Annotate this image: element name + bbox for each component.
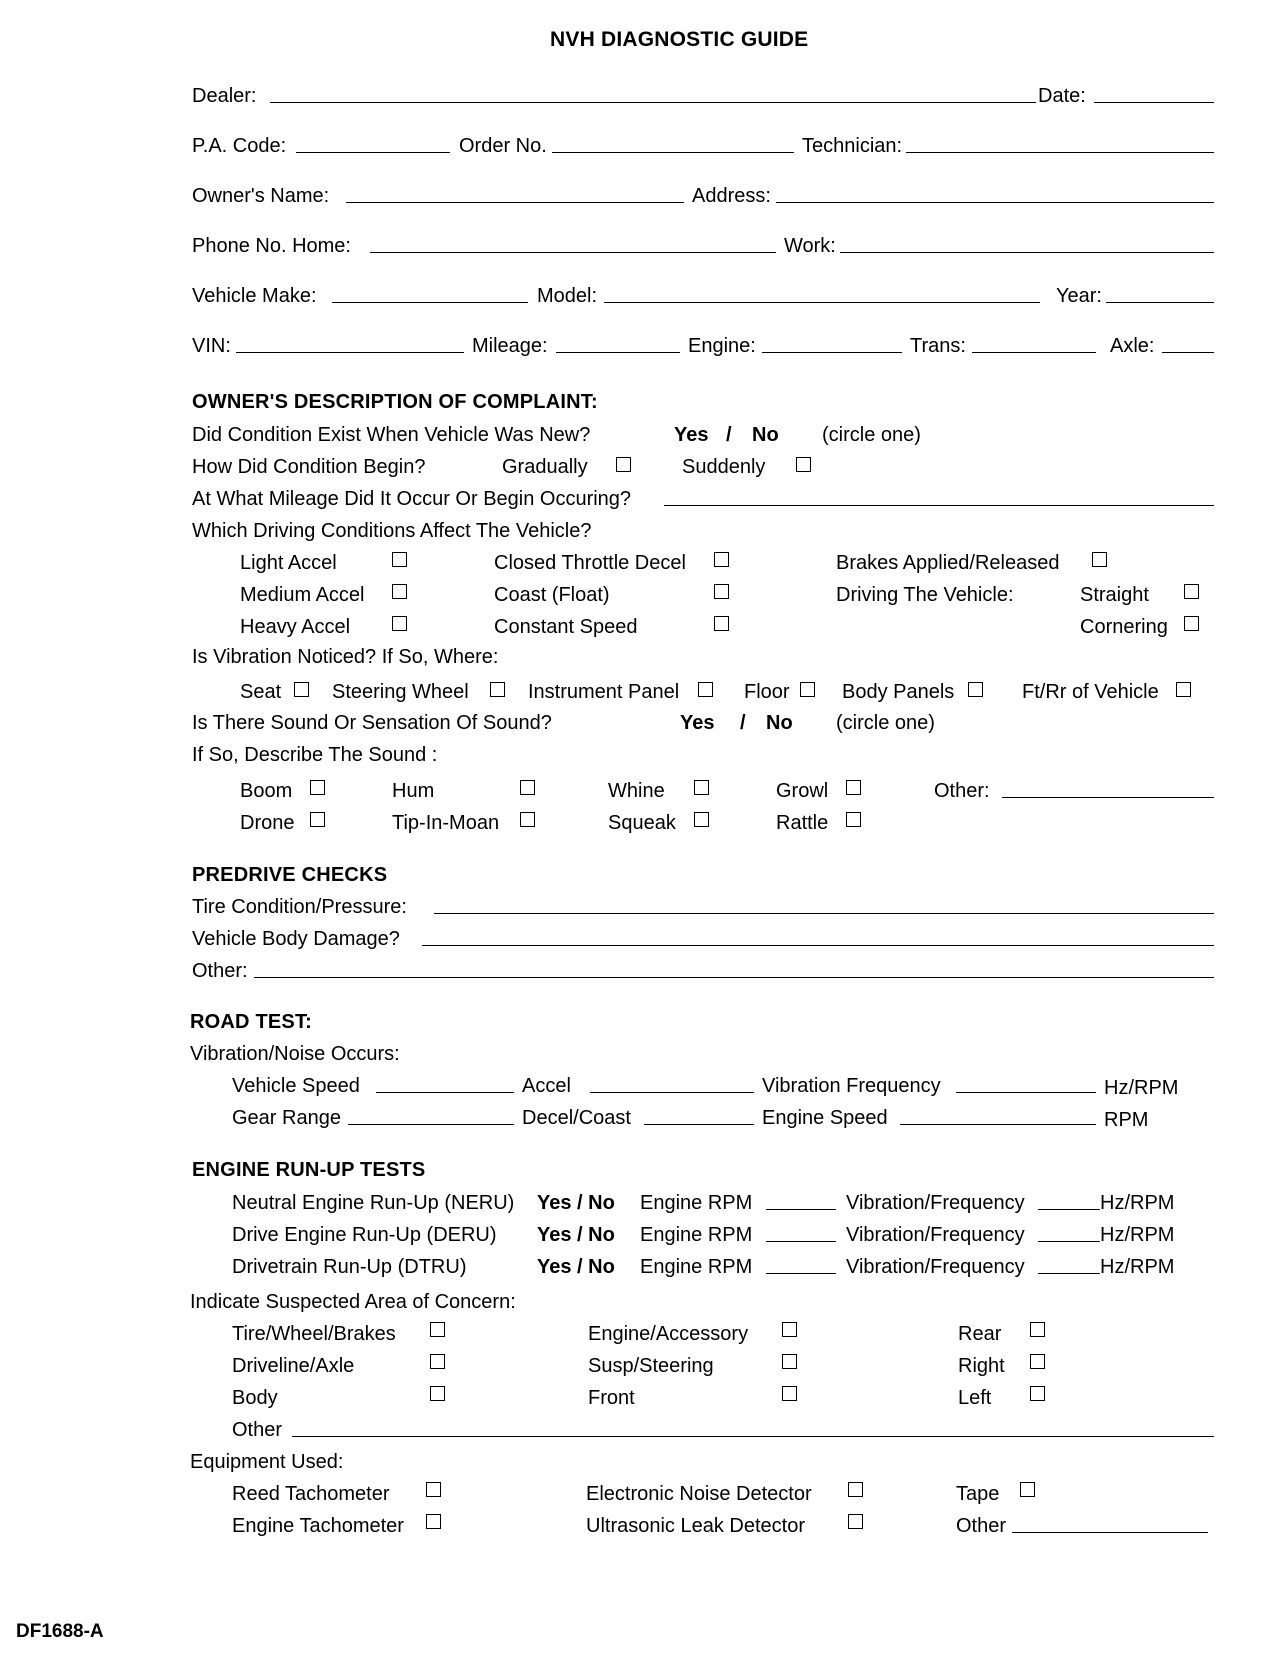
cornering-checkbox[interactable]: [1184, 616, 1199, 631]
heavy-accel-label: Heavy Accel: [240, 616, 351, 638]
body-label: Body: [232, 1387, 278, 1409]
tape-checkbox[interactable]: [1020, 1482, 1035, 1497]
drone-checkbox[interactable]: [310, 812, 325, 827]
neru-engine-rpm-label: Engine RPM: [640, 1192, 753, 1214]
rear-label: Rear: [958, 1323, 1002, 1345]
page-title: NVH DIAGNOSTIC GUIDE: [550, 28, 809, 51]
right-label: Right: [958, 1355, 1005, 1377]
technician-label: Technician:: [802, 135, 903, 157]
body-panels-checkbox[interactable]: [968, 682, 983, 697]
q-vibration-label: Is Vibration Noticed? If So, Where:: [192, 646, 499, 668]
address-label: Address:: [692, 185, 771, 207]
engine-runup-heading: ENGINE RUN-UP TESTS: [192, 1159, 426, 1181]
driving-vehicle-label: Driving The Vehicle:: [836, 584, 1014, 606]
driveline-axle-checkbox[interactable]: [430, 1354, 445, 1369]
squeak-label: Squeak: [608, 812, 676, 834]
form-code: DF1688-A: [16, 1621, 104, 1642]
driveline-axle-label: Driveline/Axle: [232, 1355, 355, 1377]
new-slash: /: [726, 424, 732, 446]
drone-label: Drone: [240, 812, 295, 834]
order-no-label: Order No.: [459, 135, 547, 157]
equipment-other-label: Other: [956, 1515, 1007, 1537]
hum-checkbox[interactable]: [520, 780, 535, 795]
sound-no-option[interactable]: No: [766, 712, 793, 734]
accel-label: Accel: [522, 1075, 571, 1097]
road-test-heading: ROAD TEST:: [190, 1011, 312, 1033]
concern-heading: Indicate Suspected Area of Concern:: [190, 1291, 516, 1313]
front-checkbox[interactable]: [782, 1386, 797, 1401]
vehicle-make-field[interactable]: [332, 302, 528, 303]
q-begin-label: How Did Condition Begin?: [192, 456, 426, 478]
sound-circle-one: (circle one): [836, 712, 935, 734]
coast-label: Coast (Float): [494, 584, 610, 606]
right-checkbox[interactable]: [1030, 1354, 1045, 1369]
road-hz-rpm-unit: Hz/RPM: [1104, 1077, 1179, 1099]
body-checkbox[interactable]: [430, 1386, 445, 1401]
ultrasonic-label: Ultrasonic Leak Detector: [586, 1515, 805, 1537]
year-field[interactable]: [1106, 302, 1214, 303]
ultrasonic-checkbox[interactable]: [848, 1514, 863, 1529]
complaint-heading: OWNER'S DESCRIPTION OF COMPLAINT:: [192, 391, 598, 413]
model-label: Model:: [537, 285, 598, 307]
medium-accel-checkbox[interactable]: [392, 584, 407, 599]
growl-checkbox[interactable]: [846, 780, 861, 795]
concern-other-label: Other: [232, 1419, 283, 1441]
neru-label: Neutral Engine Run-Up (NERU): [232, 1192, 515, 1214]
ft-rr-label: Ft/Rr of Vehicle: [1022, 681, 1159, 703]
light-accel-checkbox[interactable]: [392, 552, 407, 567]
instrument-panel-checkbox[interactable]: [698, 682, 713, 697]
axle-label: Axle:: [1110, 335, 1155, 357]
address-field[interactable]: [776, 202, 1214, 203]
straight-label: Straight: [1080, 584, 1149, 606]
dealer-label: Dealer:: [192, 85, 257, 107]
deru-label: Drive Engine Run-Up (DERU): [232, 1224, 497, 1246]
engine-label: Engine:: [688, 335, 756, 357]
dtru-vib-freq-field[interactable]: [1038, 1273, 1100, 1274]
trans-field[interactable]: [972, 352, 1096, 353]
gradually-checkbox[interactable]: [616, 457, 631, 472]
suddenly-label: Suddenly: [682, 456, 766, 478]
tape-label: Tape: [956, 1483, 1000, 1505]
date-label: Date:: [1038, 85, 1086, 107]
neru-yes-no[interactable]: Yes / No: [537, 1192, 615, 1214]
straight-checkbox[interactable]: [1184, 584, 1199, 599]
neru-vib-freq-field[interactable]: [1038, 1209, 1100, 1210]
constant-speed-checkbox[interactable]: [714, 616, 729, 631]
deru-engine-rpm-field[interactable]: [766, 1241, 836, 1242]
tip-in-moan-checkbox[interactable]: [520, 812, 535, 827]
left-label: Left: [958, 1387, 992, 1409]
dtru-vib-freq-label: Vibration/Frequency: [846, 1256, 1025, 1278]
engine-tach-label: Engine Tachometer: [232, 1515, 404, 1537]
gradually-label: Gradually: [502, 456, 588, 478]
tire-condition-field[interactable]: [434, 913, 1214, 914]
engine-accessory-label: Engine/Accessory: [588, 1323, 749, 1345]
growl-label: Growl: [776, 780, 829, 802]
deru-vib-freq-label: Vibration/Frequency: [846, 1224, 1025, 1246]
vehicle-make-label: Vehicle Make:: [192, 285, 317, 307]
tire-wheel-brakes-checkbox[interactable]: [430, 1322, 445, 1337]
light-accel-label: Light Accel: [240, 552, 337, 574]
front-label: Front: [588, 1387, 635, 1409]
vehicle-speed-label: Vehicle Speed: [232, 1075, 360, 1097]
q-mileage-label: At What Mileage Did It Occur Or Begin Occuring?: [192, 488, 632, 510]
work-label: Work:: [784, 235, 836, 257]
electronic-noise-label: Electronic Noise Detector: [586, 1483, 812, 1505]
rear-checkbox[interactable]: [1030, 1322, 1045, 1337]
whine-label: Whine: [608, 780, 665, 802]
reed-tach-checkbox[interactable]: [426, 1482, 441, 1497]
cornering-label: Cornering: [1080, 616, 1168, 638]
sound-yes-option[interactable]: Yes: [680, 712, 715, 734]
new-no-option[interactable]: No: [752, 424, 779, 446]
brakes-checkbox[interactable]: [1092, 552, 1107, 567]
q-describe-label: If So, Describe The Sound :: [192, 744, 438, 766]
sound-other-field[interactable]: [1002, 797, 1214, 798]
owners-name-label: Owner's Name:: [192, 185, 330, 207]
boom-checkbox[interactable]: [310, 780, 325, 795]
boom-label: Boom: [240, 780, 293, 802]
dtru-yes-no[interactable]: Yes / No: [537, 1256, 615, 1278]
q-new-label: Did Condition Exist When Vehicle Was New?: [192, 424, 591, 446]
decel-coast-field[interactable]: [644, 1124, 754, 1125]
accel-field[interactable]: [590, 1092, 754, 1093]
steering-wheel-checkbox[interactable]: [490, 682, 505, 697]
deru-yes-no[interactable]: Yes / No: [537, 1224, 615, 1246]
concern-other-field[interactable]: [292, 1436, 1214, 1437]
floor-checkbox[interactable]: [800, 682, 815, 697]
engine-tach-checkbox[interactable]: [426, 1514, 441, 1529]
deru-engine-rpm-label: Engine RPM: [640, 1224, 753, 1246]
dtru-engine-rpm-label: Engine RPM: [640, 1256, 753, 1278]
body-damage-field[interactable]: [422, 945, 1214, 946]
left-checkbox[interactable]: [1030, 1386, 1045, 1401]
sound-slash: /: [740, 712, 746, 734]
engine-speed-label: Engine Speed: [762, 1107, 888, 1129]
vin-label: VIN:: [192, 335, 231, 357]
vibration-occurs-label: Vibration/Noise Occurs:: [190, 1043, 400, 1065]
body-damage-label: Vehicle Body Damage?: [192, 928, 400, 950]
floor-label: Floor: [744, 681, 790, 703]
q-driving-label: Which Driving Conditions Affect The Vehicle?: [192, 520, 592, 542]
engine-field[interactable]: [762, 352, 902, 353]
seat-label: Seat: [240, 681, 282, 703]
predrive-heading: PREDRIVE CHECKS: [192, 864, 388, 886]
q-sound-label: Is There Sound Or Sensation Of Sound?: [192, 712, 552, 734]
body-panels-label: Body Panels: [842, 681, 955, 703]
vin-field[interactable]: [236, 352, 464, 353]
constant-speed-label: Constant Speed: [494, 616, 638, 638]
engine-accessory-checkbox[interactable]: [782, 1322, 797, 1337]
date-field[interactable]: [1094, 102, 1214, 103]
electronic-noise-checkbox[interactable]: [848, 1482, 863, 1497]
pa-code-label: P.A. Code:: [192, 135, 287, 157]
predrive-other-label: Other:: [192, 960, 248, 982]
tire-condition-label: Tire Condition/Pressure:: [192, 896, 407, 918]
work-field[interactable]: [840, 252, 1214, 253]
dtru-engine-rpm-field[interactable]: [766, 1273, 836, 1274]
seat-checkbox[interactable]: [294, 682, 309, 697]
mileage-field[interactable]: [556, 352, 680, 353]
closed-throttle-checkbox[interactable]: [714, 552, 729, 567]
model-field[interactable]: [604, 302, 1040, 303]
steering-wheel-label: Steering Wheel: [332, 681, 469, 703]
new-yes-option[interactable]: Yes: [674, 424, 709, 446]
neru-hz-rpm-unit: Hz/RPM: [1100, 1192, 1175, 1214]
vibration-frequency-label: Vibration Frequency: [762, 1075, 941, 1097]
equipment-other-field[interactable]: [1012, 1532, 1208, 1533]
susp-steering-label: Susp/Steering: [588, 1355, 714, 1377]
engine-speed-field[interactable]: [900, 1124, 1096, 1125]
dtru-label: Drivetrain Run-Up (DTRU): [232, 1256, 467, 1278]
dealer-field[interactable]: [270, 102, 1036, 103]
reed-tach-label: Reed Tachometer: [232, 1483, 390, 1505]
phone-home-label: Phone No. Home:: [192, 235, 351, 257]
closed-throttle-label: Closed Throttle Decel: [494, 552, 686, 574]
order-no-field[interactable]: [552, 152, 794, 153]
gear-range-label: Gear Range: [232, 1107, 341, 1129]
equipment-heading: Equipment Used:: [190, 1451, 344, 1473]
whine-checkbox[interactable]: [694, 780, 709, 795]
squeak-checkbox[interactable]: [694, 812, 709, 827]
road-rpm-unit: RPM: [1104, 1109, 1149, 1131]
tire-wheel-brakes-label: Tire/Wheel/Brakes: [232, 1323, 396, 1345]
instrument-panel-label: Instrument Panel: [528, 681, 680, 703]
neru-vib-freq-label: Vibration/Frequency: [846, 1192, 1025, 1214]
technician-field[interactable]: [906, 152, 1214, 153]
brakes-label: Brakes Applied/Released: [836, 552, 1060, 574]
susp-steering-checkbox[interactable]: [782, 1354, 797, 1369]
year-label: Year:: [1056, 285, 1102, 307]
owners-name-field[interactable]: [346, 202, 684, 203]
deru-hz-rpm-unit: Hz/RPM: [1100, 1224, 1175, 1246]
new-circle-one: (circle one): [822, 424, 921, 446]
vehicle-speed-field[interactable]: [376, 1092, 514, 1093]
medium-accel-label: Medium Accel: [240, 584, 365, 606]
suddenly-checkbox[interactable]: [796, 457, 811, 472]
rattle-checkbox[interactable]: [846, 812, 861, 827]
hum-label: Hum: [392, 780, 435, 802]
axle-field[interactable]: [1162, 352, 1214, 353]
deru-vib-freq-field[interactable]: [1038, 1241, 1100, 1242]
mileage-label: Mileage:: [472, 335, 548, 357]
gear-range-field[interactable]: [348, 1124, 514, 1125]
trans-label: Trans:: [910, 335, 966, 357]
phone-home-field[interactable]: [370, 252, 776, 253]
heavy-accel-checkbox[interactable]: [392, 616, 407, 631]
vibration-frequency-field[interactable]: [956, 1092, 1096, 1093]
rattle-label: Rattle: [776, 812, 829, 834]
sound-other-label: Other:: [934, 780, 990, 802]
coast-checkbox[interactable]: [714, 584, 729, 599]
neru-engine-rpm-field[interactable]: [766, 1209, 836, 1210]
ft-rr-checkbox[interactable]: [1176, 682, 1191, 697]
predrive-other-field[interactable]: [254, 977, 1214, 978]
occur-mileage-field[interactable]: [664, 505, 1214, 506]
pa-code-field[interactable]: [296, 152, 450, 153]
decel-coast-label: Decel/Coast: [522, 1107, 631, 1129]
dtru-hz-rpm-unit: Hz/RPM: [1100, 1256, 1175, 1278]
tip-in-moan-label: Tip-In-Moan: [392, 812, 500, 834]
